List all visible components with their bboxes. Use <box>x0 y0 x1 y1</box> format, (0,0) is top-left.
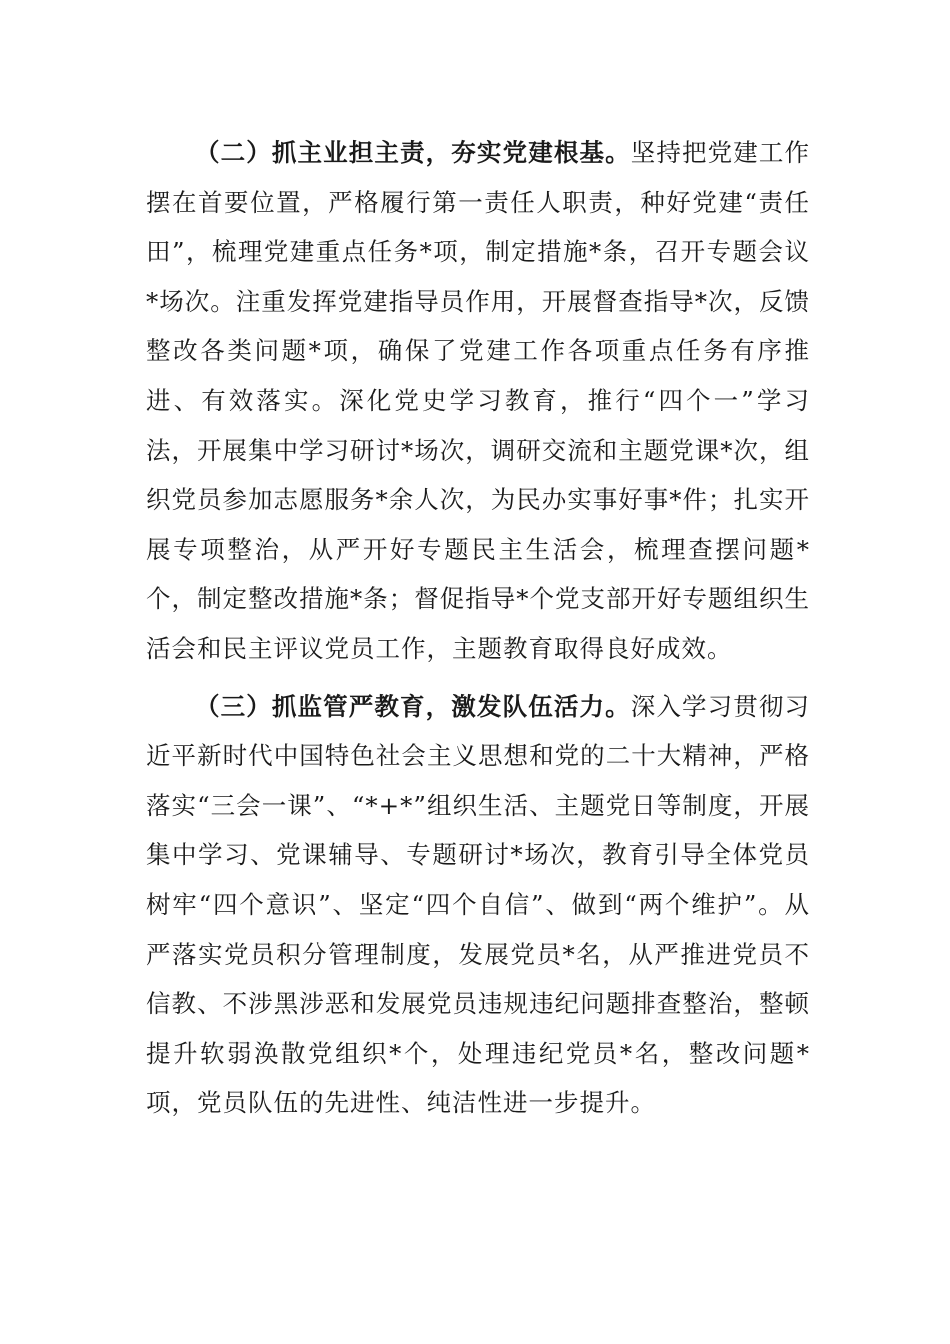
section-paragraph-2 <box>146 128 810 674</box>
section-heading-2: （二）抓主业担主责，夯实党建根基。 <box>195 138 631 167</box>
section-body-2: 坚持把党建工作摆在首要位置，严格履行第一责任人职责，种好党建“责任田”，梳理党建重点任务*项，制定措施*条，召开专题会议*场次。注重发挥党建指导员作用，开展督查指导*次，反馈整改各类问题*项，确保了党建工作各项重点任务有序推进、有效落实。深化党史学习教育，推行“四个一”学习法，开展集中学习研讨*场次，调研交流和主题党课*次，组织党员参加志愿服务*余人次，为民办实事好事*件；扎实开展专项整治，从严开好专题民主生活会，梳理查摆问题*个，制定整改措施*条；督促指导*个党支部开好专题组织生活会和民主评议党员工作，主题教育取得良好成效。 <box>146 138 811 663</box>
section-body-3: 深入学习贯彻习近平新时代中国特色社会主义思想和党的二十大精神，严格落实“三会一课”、“*+*”组织生活、主题党日等制度，开展集中学习、党课辅导、专题研讨*场次，教育引导全体党员树牢“四个意识”、坚定“四个自信”、做到“两个维护”。从严落实党员积分管理制度，发展党员*名，从严推进党员不信教、不涉黑涉恶和发展党员违规违纪问题排查整治，整顿提升软弱涣散党组织*个，处理违纪党员*名，整改问题*项，党员队伍的先进性、纯洁性进一步提升。 <box>146 691 811 1118</box>
section-paragraph-3 <box>146 682 810 1128</box>
section-heading-3: （三）抓监管严教育，激发队伍活力。 <box>195 691 631 721</box>
document-body <box>146 128 810 1128</box>
